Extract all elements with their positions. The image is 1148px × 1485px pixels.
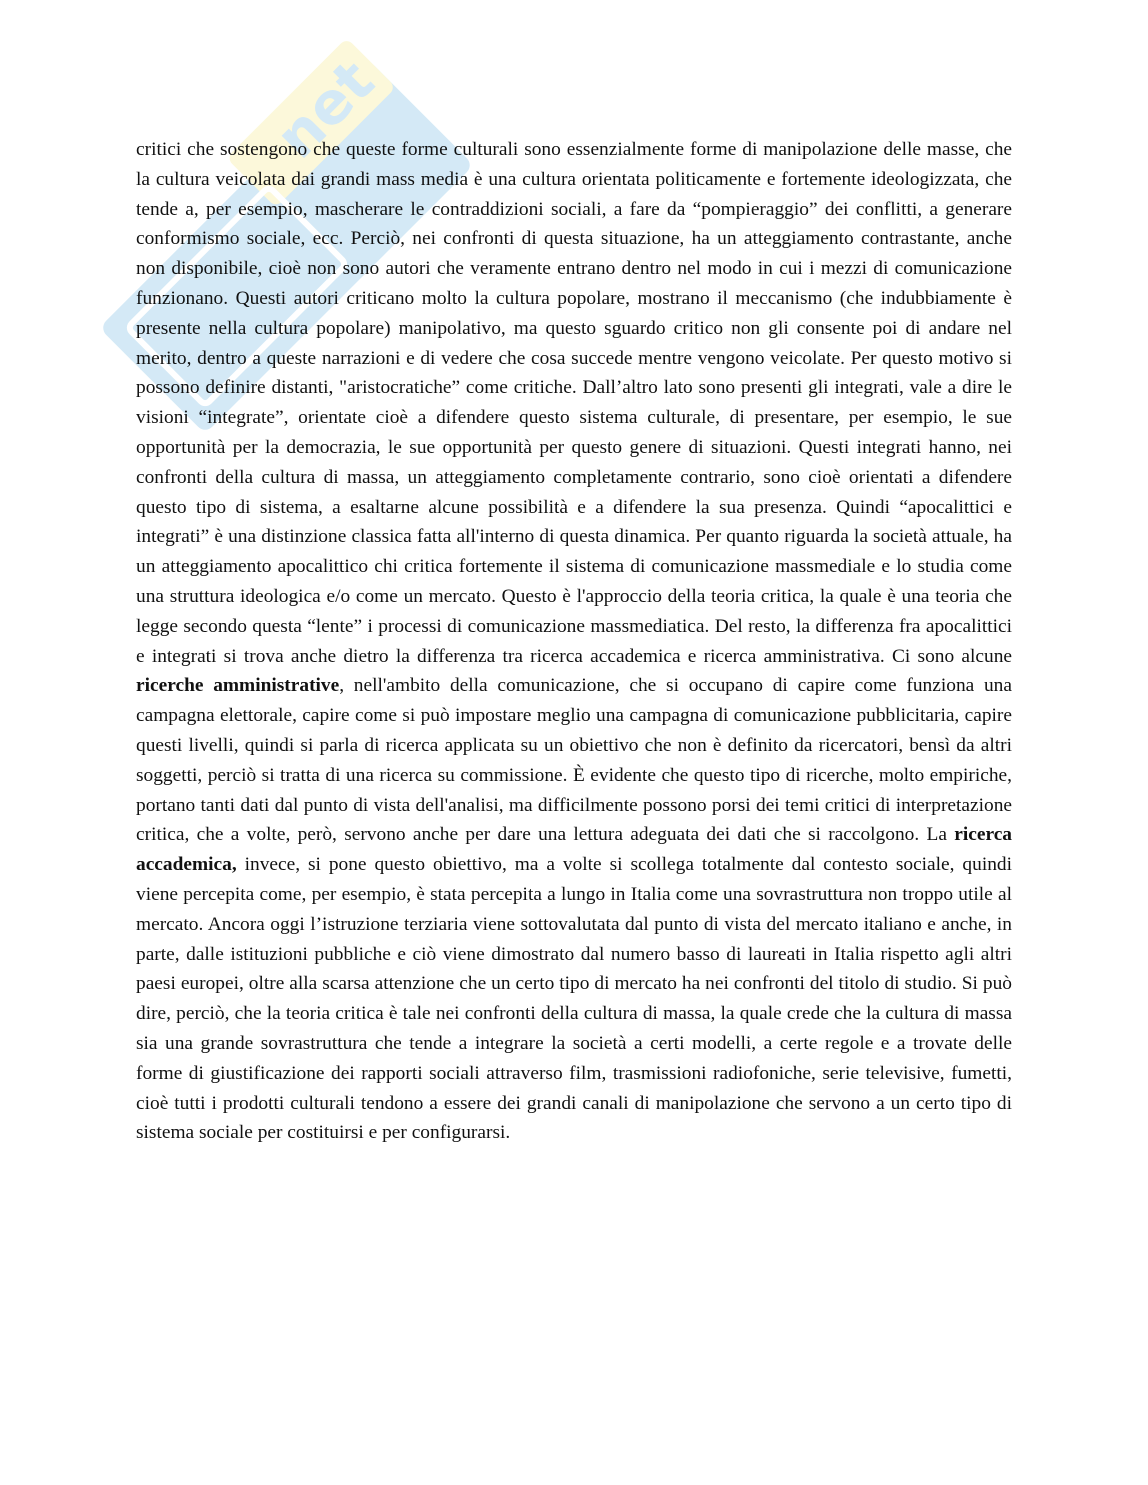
text-segment: critici che sostengono che queste forme culturali sono essenzialmente forme di manipolazione delle masse, che la cultura veicolata dai grandi mass media è una cultura orientata politicamente e fortemente ideologizzata, che tende a, per esempio, mascherare le contraddizioni sociali, a fare da “pompieraggio” dei conflitti, a generare conformismo sociale, ecc. Perciò, nei confronti di questa situazione, ha un atteggiamento contrastante, anche non disponibile, cioè non sono autori che veramente entrano dentro nel modo in cui i mezzi di comunicazione funzionano. Questi autori criticano molto la cultura popolare, mostrano il meccanismo (che indubbiamente è presente nella cultura popolare) manipolativo, ma questo sguardo critico non gli consente poi di andare nel merito, dentro a queste narrazioni e di vedere che cosa succede mentre vengono veicolate. Per questo motivo si possono definire distanti, "aristocratiche” come critiche. Dall’altro lato sono presenti gli integrati, vale a dire le visioni “integrate”, orientate cioè a difendere questo sistema culturale, di presentare, per esempio, le sue opportunità per la democrazia, le sue opportunità per questo genere di situazioni. Questi integrati hanno, nei confronti della cultura di massa, un atteggiamento completamente contrario, sono cioè orientati a difendere questo tipo di sistema, a esaltarne alcune possibilità e a difendere la sua presenza. Quindi “apocalittici e integrati” è una distinzione classica fatta all'interno di questa dinamica. Per quanto riguarda la società attuale, ha un atteggiamento apocalittico chi critica fortemente il sistema di comunicazione massmediale e lo studia come una struttura ideologica e/o come un mercato. Questo è l'approccio della teoria critica, la quale è una teoria che legge secondo questa “lente” i processi di comunicazione massmediatica. Del resto, la differenza fra apocalittici e integrati si trova anche dietro la differenza tra ricerca accademica e ricerca amministrativa. Ci sono alcune (136, 139, 1012, 667)
text-segment: invece, si pone questo obiettivo, ma a volte si scollega totalmente dal contesto sociale, quindi viene percepita come, per esempio, è stata percepita a lungo in Italia come una sovrastruttura non troppo utile al mercato. Ancora oggi l’istruzione terziaria viene sottovalutata dal punto di vista del mercato italiano e anche, in parte, dalle istituzioni pubbliche e ciò viene dimostrato dal numero basso di laureati in Italia rispetto agli altri paesi europei, oltre alla scarsa attenzione che un certo tipo di mercato ha nei confronti del titolo di studio. Si può dire, perciò, che la teoria critica è tale nei confronti della cultura di massa, la quale crede che la cultura di massa sia una grande sovrastruttura che tende a integrare la società a certi modelli, a certe regole e a trovate delle forme di giustificazione dei rapporti sociali attraverso film, trasmissioni radiofoniche, serie televisive, fumetti, cioè tutti i prodotti culturali tendono a essere dei grandi canali di manipolazione che servono a un certo tipo di sistema sociale per costituirsi e per configurarsi. (136, 854, 1012, 1144)
bold-term-ricerche-amministrative: ricerche amministrative (136, 675, 340, 697)
watermark-logo-text: net (262, 46, 388, 172)
body-paragraph (136, 135, 1012, 1148)
bold-term-ricerca-accademica: ricerca accademica, (136, 824, 1012, 876)
text-segment: , nell'ambito della comunicazione, che si occupano di capire come funziona una campagna elettorale, capire come si può impostare meglio una campagna di comunicazione pubblicitaria, capire questi livelli, quindi si parla di ricerca applicata su un obiettivo che non è definito da ricercatori, bensì da altri soggetti, perciò si tratta di una ricerca su commissione. È evidente che questo tipo di ricerche, molto empiriche, portano tanti dati dal punto di vista dell'analisi, ma difficilmente possono porsi dei temi critici di interpretazione critica, che a volte, però, servono anche per dare una lettura adeguata dei dati che si raccolgono. La (136, 675, 1012, 846)
